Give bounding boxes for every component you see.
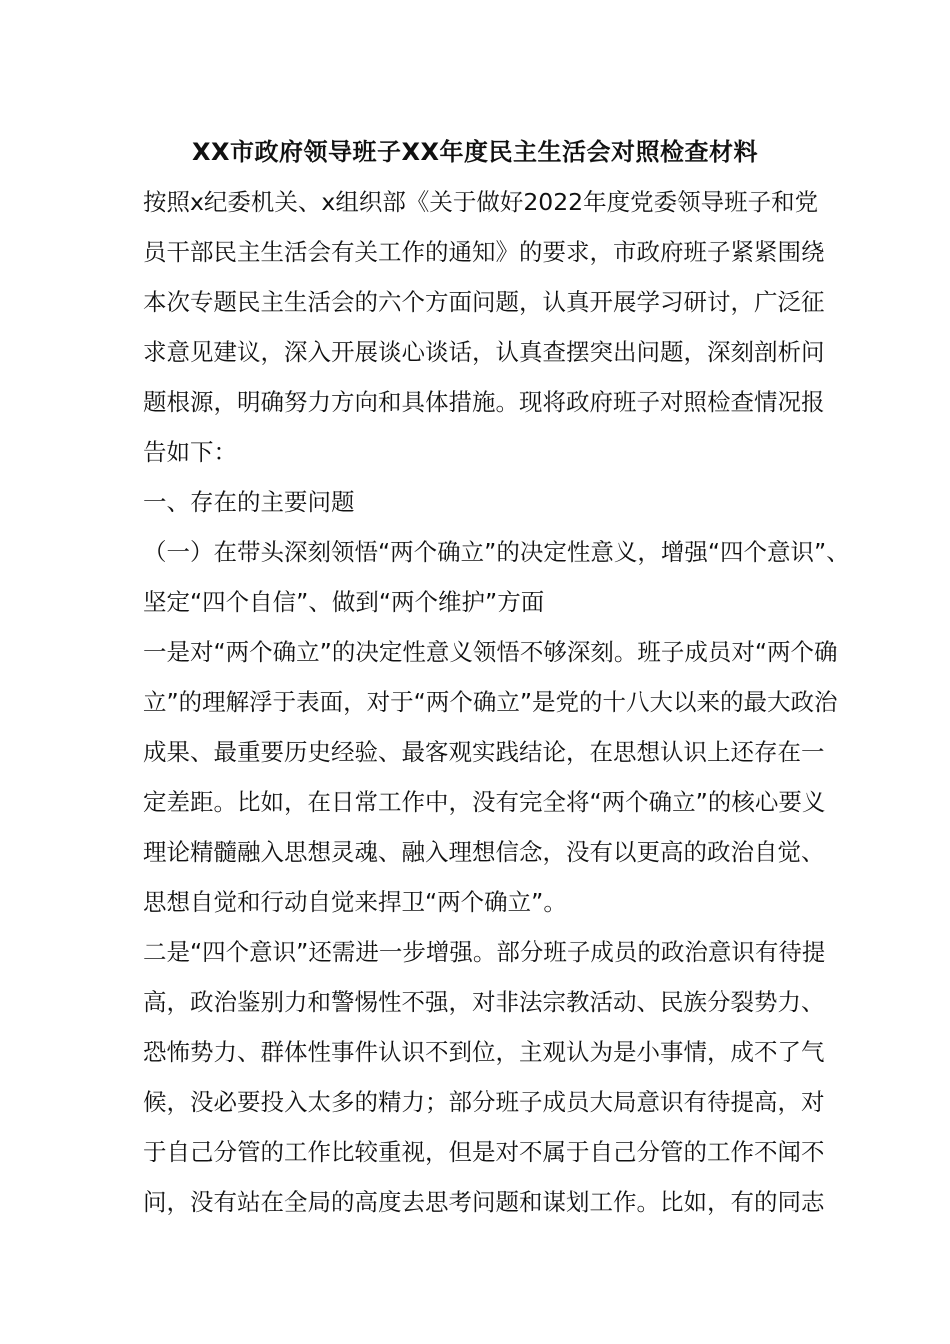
text-line: 坚定“四个自信”、做到“两个维护”方面 xyxy=(143,588,545,616)
text-line: 恐怖势力、群体性事件认识不到位，主观认为是小事情，成不了气 xyxy=(143,1038,825,1066)
text-line: 二是“四个意识”还需进一步增强。部分班子成员的政治意识有待提 xyxy=(143,938,826,966)
text-line: （一）在带头深刻领悟“两个确立”的决定性意义，增强“四个意识”、 xyxy=(143,538,850,566)
text-line: 候，没必要投入太多的精力；部分班子成员大局意识有待提高，对 xyxy=(143,1088,825,1116)
text-line: 高，政治鉴别力和警惕性不强，对非法宗教活动、民族分裂势力、 xyxy=(143,988,825,1016)
text-line: 本次专题民主生活会的六个方面问题，认真开展学习研讨，广泛征 xyxy=(143,288,825,316)
text-line: 一是对“两个确立”的决定性意义领悟不够深刻。班子成员对“两个确 xyxy=(143,638,838,666)
text-line: 成果、最重要历史经验、最客观实践结论，在思想认识上还存在一 xyxy=(143,738,825,766)
document-title: XX市政府领导班子XX年度民主生活会对照检查材料 xyxy=(191,138,758,166)
text-line: 题根源，明确努力方向和具体措施。现将政府班子对照检查情况报 xyxy=(143,388,825,416)
text-line: 立”的理解浮于表面，对于“两个确立”是党的十八大以来的最大政治 xyxy=(143,688,838,716)
text-line: 定差距。比如，在日常工作中，没有完全将“两个确立”的核心要义 xyxy=(143,788,826,816)
text-line: 一、存在的主要问题 xyxy=(143,488,355,516)
text-line: 求意见建议，深入开展谈心谈话，认真查摆突出问题，深刻剖析问 xyxy=(143,338,825,366)
text-line: 理论精髓融入思想灵魂、融入理想信念，没有以更高的政治自觉、 xyxy=(143,838,825,866)
text-line: 告如下： xyxy=(143,438,237,466)
text-line: 按照x纪委机关、x组织部《关于做好2022年度党委领导班子和党 xyxy=(143,188,819,216)
document-body xyxy=(143,185,850,1235)
text-line: 问，没有站在全局的高度去思考问题和谋划工作。比如，有的同志 xyxy=(143,1188,825,1216)
text-line: 思想自觉和行动自觉来捍卫“两个确立”。 xyxy=(143,888,567,916)
text-line: 员干部民主生活会有关工作的通知》的要求，市政府班子紧紧围绕 xyxy=(143,238,825,266)
text-line: 于自己分管的工作比较重视，但是对不属于自己分管的工作不闻不 xyxy=(143,1138,825,1166)
